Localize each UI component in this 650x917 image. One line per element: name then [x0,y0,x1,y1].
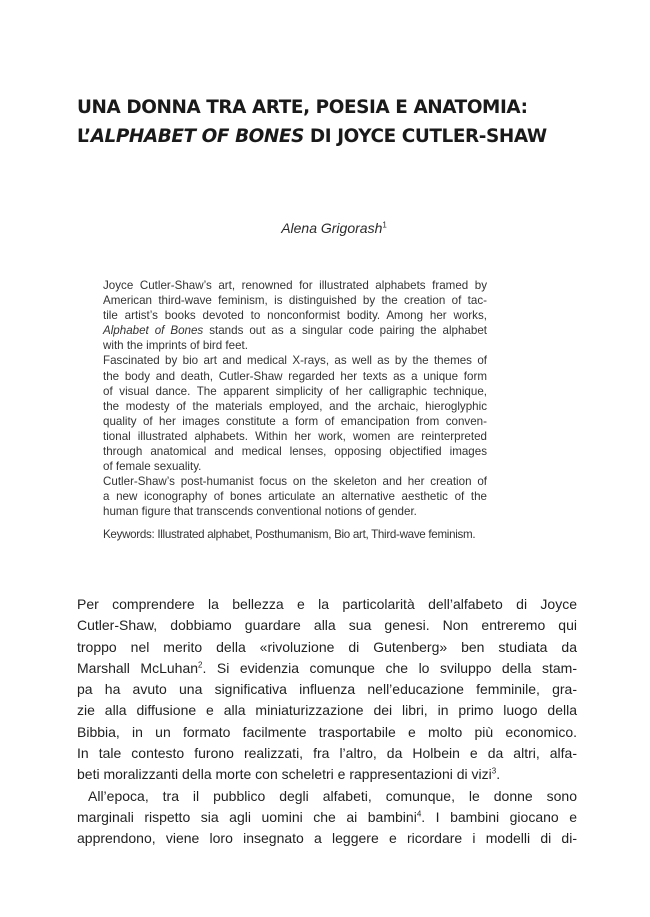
abstract-line: Joyce Cutler-Shaw’s art, renowned for illustrated alphabets framed by [103,279,487,292]
title-work: ALPHABET OF BONES [90,126,304,147]
body-line: Cutler-Shaw, dobbiamo guardare alla sua genesi. Non entreremo qui [77,617,577,634]
body-line: All’epoca, tra il pubblico degli alfabeti, comunque, le donne sono [88,787,577,804]
title-prefix: L’ [77,126,91,147]
abstract [103,278,487,520]
body-line: In tale contesto furono realizzati, fra l’altro, da Holbein e da altri, alfa- [77,745,577,762]
abstract-line: of visual dance. The apparent simplicity of her calligraphic technique, [103,384,487,398]
abstract-line: quality of her images constitute a form of emancipation from conven- [103,414,487,428]
body-line: apprendono, viene loro insegnato a leggere e ricordare i modelli di di- [77,830,577,847]
abstract-line: through anatomical and medical lenses, opposing objectified images [103,445,487,459]
body-line [77,658,577,679]
footnote-marker: 2 [198,660,203,670]
body-line [77,807,577,828]
body-text-run: . I bambini giocano e [421,808,577,825]
author-text: Alena Grigorash [281,220,383,236]
abstract-line: a new iconography of bones articulate an alternative aesthetic of the [103,490,487,504]
body-line: Per comprendere la bellezza e la particolarità dell’alfabeto di Joyce [77,596,577,612]
abstract-line: the modesty of the materials employed, and the archaic, hieroglyphic [103,399,487,413]
footnote-marker: 4 [416,809,422,819]
abstract-line: with the imprints of bird feet. [103,339,248,353]
body-line: Bibbia, in un formato facilmente trasportabile e molto più economico. [77,723,577,740]
body-line: pa ha avuto una significativa influenza nell’educazione femminile, gra- [77,681,577,698]
title-line-2 [77,122,597,151]
abstract-line: of female sexuality. [103,460,202,474]
footnote-marker: 3 [491,766,497,776]
abstract-line-text: stands out as a singular code pairing the alphabet [209,324,487,338]
body-line: zie alla diffusione e alla miniaturizzazione dei libri, in primo luogo della [77,702,577,719]
abstract-line [103,323,487,338]
abstract-line: tional illustrated alphabets. Within her work, women are reinterpreted [103,429,487,443]
author-name [0,220,650,236]
body-text [77,594,577,850]
title-suffix: DI JOYCE CUTLER-SHAW [303,126,547,147]
abstract-line: Fascinated by bio art and medical X-rays, as well as by the themes of [103,354,487,368]
body-text-run: . Si evidenzia comunque che lo sviluppo della stam- [202,659,577,676]
abstract-italic-work: Alphabet of Bones [103,324,204,338]
abstract-line: human figure that transcends conventional notions of gender. [103,505,417,519]
abstract-line: American third-wave feminism, is distinguished by the creation of tac- [103,294,487,308]
abstract-line: tile artist’s books devoted to nonconformist bodity. Among her works, [103,309,487,323]
body-text-run: marginali rispetto sia agli uomini che ai bambini [77,808,417,825]
body-text-run: beti moralizzanti della morte con scheletri e rappresentazioni di vizi [77,766,492,783]
title-line-1: UNA DONNA TRA ARTE, POESIA E ANATOMIA: [77,97,528,118]
keywords: Keywords: Illustrated alphabet, Posthumanism, Bio art, Third-wave feminism. [103,528,476,541]
abstract-line: Cutler-Shaw’s post-humanist focus on the skeleton and her creation of [103,475,487,489]
author-footnote-marker: 1 [382,220,387,230]
article-title [77,93,597,151]
abstract-line: the body and death, Cutler-Shaw regarded her texts as a unique form [103,369,487,383]
body-line: troppo nel merito della «rivoluzione di Gutenberg» ben studiata da [77,638,577,655]
body-text-run: Marshall McLuhan [77,659,199,676]
body-text-run: . [496,766,501,783]
body-line [77,764,577,785]
